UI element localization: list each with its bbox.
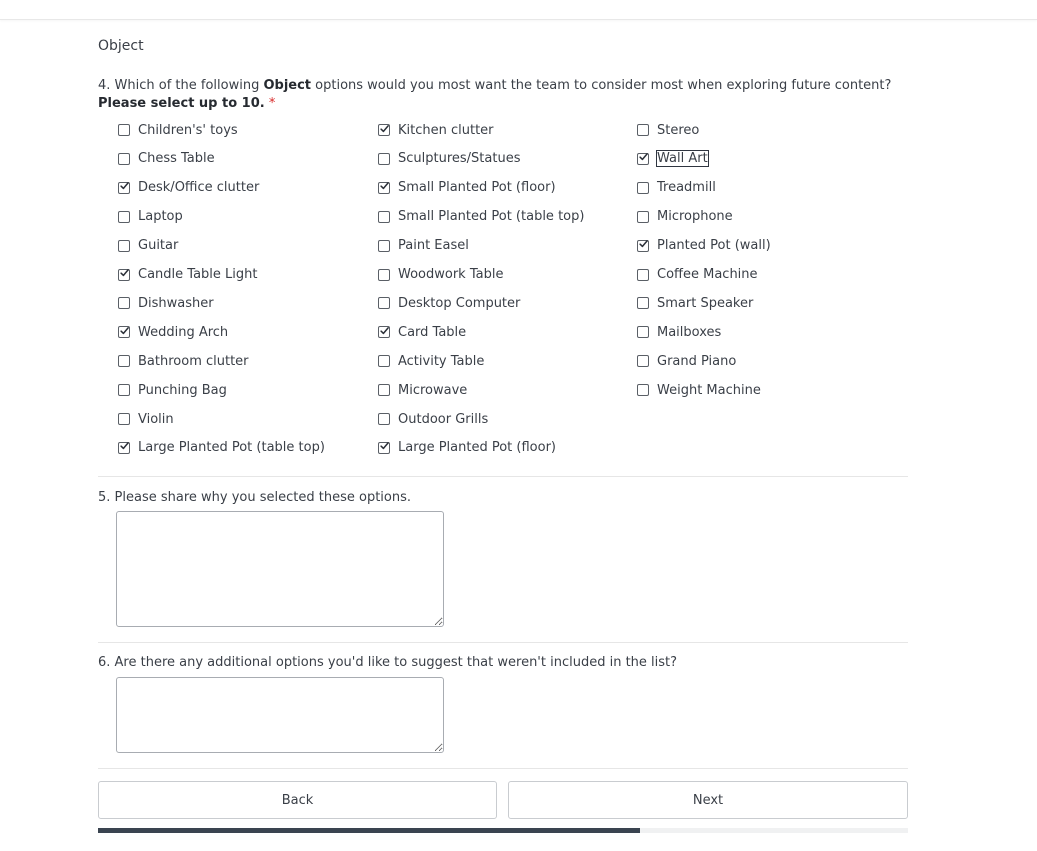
question-4: [98, 77, 918, 113]
checkbox[interactable]: [118, 153, 130, 165]
option-dishwasher[interactable]: [118, 294, 214, 312]
option-label[interactable]: Bathroom clutter: [138, 353, 249, 369]
checkbox[interactable]: [378, 355, 390, 367]
checkmark-icon: [380, 440, 389, 452]
option-children-s-toys[interactable]: [118, 121, 238, 139]
checkmark-icon: [380, 123, 389, 135]
option-laptop[interactable]: [118, 208, 183, 226]
checkbox[interactable]: [637, 269, 649, 281]
checkbox[interactable]: [637, 211, 649, 223]
question-4-instruction: Please select up to 10.: [98, 96, 265, 111]
checkbox[interactable]: [118, 240, 130, 252]
checkmark-icon: [120, 440, 129, 452]
why-selected-textarea[interactable]: [116, 511, 444, 627]
option-label[interactable]: Chess Table: [138, 151, 215, 167]
option-label[interactable]: Sculptures/Statues: [398, 151, 521, 167]
checkmark-icon: [380, 180, 389, 192]
option-coffee-machine[interactable]: [637, 266, 758, 284]
checkbox[interactable]: [637, 182, 649, 194]
option-woodwork-table[interactable]: [378, 266, 503, 284]
option-label[interactable]: Treadmill: [657, 180, 716, 196]
checkbox[interactable]: [118, 355, 130, 367]
option-paint-easel[interactable]: [378, 237, 469, 255]
checkbox[interactable]: [637, 355, 649, 367]
option-card-table[interactable]: [378, 323, 466, 341]
checkbox[interactable]: [637, 153, 649, 165]
checkbox[interactable]: [378, 442, 390, 454]
option-label[interactable]: Card Table: [398, 324, 467, 340]
option-label[interactable]: Small Planted Pot (table top): [398, 209, 585, 225]
question-6: 6. Are there any additional options you'd like to suggest that weren't included in the list?: [98, 655, 678, 670]
option-stereo[interactable]: [637, 121, 699, 139]
checkbox[interactable]: [378, 153, 390, 165]
option-label[interactable]: Desktop Computer: [398, 295, 521, 311]
option-desk-office-clutter[interactable]: [118, 179, 259, 197]
option-label[interactable]: Microphone: [657, 209, 733, 225]
option-label[interactable]: Kitchen clutter: [398, 122, 494, 138]
option-label[interactable]: Stereo: [657, 122, 700, 138]
checkmark-icon: [639, 238, 648, 250]
option-sculptures-statues[interactable]: [378, 150, 520, 168]
required-mark: *: [268, 96, 276, 111]
option-microwave[interactable]: [378, 381, 467, 399]
option-smart-speaker[interactable]: [637, 294, 753, 312]
progress-bar-fill: [98, 828, 640, 833]
option-small-planted-pot-table-top[interactable]: [378, 208, 584, 226]
checkbox[interactable]: [378, 384, 390, 396]
question-4-suffix: options would you most want the team to consider most when exploring future content?: [311, 78, 892, 93]
option-label[interactable]: Mailboxes: [657, 324, 722, 340]
checkbox[interactable]: [118, 211, 130, 223]
checkbox[interactable]: [378, 124, 390, 136]
divider: [98, 642, 908, 643]
checkbox[interactable]: [637, 297, 649, 309]
option-label[interactable]: Laptop: [138, 209, 183, 225]
option-treadmill[interactable]: [637, 179, 716, 197]
option-weight-machine[interactable]: [637, 381, 761, 399]
checkbox[interactable]: [118, 442, 130, 454]
option-kitchen-clutter[interactable]: [378, 121, 494, 139]
checkbox[interactable]: [118, 384, 130, 396]
option-label[interactable]: Weight Machine: [657, 382, 761, 398]
option-label[interactable]: Planted Pot (wall): [657, 238, 771, 254]
checkbox[interactable]: [637, 240, 649, 252]
checkbox[interactable]: [118, 269, 130, 281]
options-grid: [118, 121, 778, 469]
option-label[interactable]: Paint Easel: [398, 238, 469, 254]
option-label[interactable]: Wedding Arch: [138, 324, 229, 340]
option-label[interactable]: Grand Piano: [657, 353, 737, 369]
option-outdoor-grills[interactable]: [378, 410, 488, 428]
option-microphone[interactable]: [637, 208, 733, 226]
checkbox[interactable]: [378, 182, 390, 194]
option-small-planted-pot-floor[interactable]: [378, 179, 556, 197]
option-guitar[interactable]: [118, 237, 178, 255]
checkbox[interactable]: [378, 240, 390, 252]
option-grand-piano[interactable]: [637, 352, 736, 370]
option-label[interactable]: Smart Speaker: [657, 295, 754, 311]
option-candle-table-light[interactable]: [118, 266, 257, 284]
option-label[interactable]: Outdoor Grills: [398, 411, 489, 427]
option-label[interactable]: Candle Table Light: [138, 267, 258, 282]
option-violin[interactable]: [118, 410, 174, 428]
option-label[interactable]: Small Planted Pot (floor): [398, 180, 556, 196]
section-title: Object: [98, 38, 144, 54]
option-wedding-arch[interactable]: [118, 323, 228, 341]
next-button[interactable]: Next: [508, 781, 908, 819]
question-4-bold: Object: [263, 78, 312, 93]
option-bathroom-clutter[interactable]: [118, 352, 249, 370]
option-desktop-computer[interactable]: [378, 294, 520, 312]
checkbox[interactable]: [378, 269, 390, 281]
divider: [98, 476, 908, 477]
option-label[interactable]: Children's' toys: [138, 122, 238, 138]
question-5: 5. Please share why you selected these options.: [98, 490, 411, 505]
option-large-planted-pot-floor[interactable]: [378, 439, 556, 457]
checkbox[interactable]: [118, 413, 130, 425]
checkbox[interactable]: [378, 297, 390, 309]
checkbox[interactable]: [118, 326, 130, 338]
divider: [98, 768, 908, 769]
checkmark-icon: [380, 325, 389, 337]
checkbox[interactable]: [378, 326, 390, 338]
checkmark-icon: [120, 267, 129, 279]
checkbox[interactable]: [637, 124, 649, 136]
additional-options-textarea[interactable]: [116, 677, 444, 753]
option-label[interactable]: Violin: [138, 411, 174, 427]
checkbox[interactable]: [118, 297, 130, 309]
option-label[interactable]: Microwave: [398, 382, 468, 398]
question-4-prefix: 4. Which of the following: [98, 78, 264, 93]
option-label[interactable]: Activity Table: [398, 353, 485, 369]
checkbox[interactable]: [637, 326, 649, 338]
checkmark-icon: [120, 325, 129, 337]
option-label[interactable]: Large Planted Pot (floor): [398, 440, 556, 456]
option-punching-bag[interactable]: [118, 381, 227, 399]
option-label[interactable]: Punching Bag: [138, 382, 227, 398]
option-label[interactable]: Desk/Office clutter: [138, 180, 260, 196]
checkbox[interactable]: [118, 182, 130, 194]
option-mailboxes[interactable]: [637, 323, 721, 341]
back-button[interactable]: Back: [98, 781, 497, 819]
option-activity-table[interactable]: [378, 352, 484, 370]
top-bar: [0, 0, 1037, 20]
progress-bar: [98, 828, 908, 833]
option-large-planted-pot-table-top[interactable]: [118, 439, 325, 457]
checkbox[interactable]: [378, 413, 390, 425]
checkbox[interactable]: [378, 211, 390, 223]
option-chess-table[interactable]: [118, 150, 215, 168]
option-wall-art[interactable]: [637, 150, 708, 168]
option-label[interactable]: Coffee Machine: [657, 267, 758, 282]
option-label[interactable]: Wall Art: [657, 151, 708, 167]
checkbox[interactable]: [118, 124, 130, 136]
checkmark-icon: [120, 180, 129, 192]
option-label[interactable]: Guitar: [138, 238, 179, 254]
option-planted-pot-wall[interactable]: [637, 237, 771, 255]
checkbox[interactable]: [637, 384, 649, 396]
option-label[interactable]: Large Planted Pot (table top): [138, 440, 325, 456]
option-label[interactable]: Dishwasher: [138, 295, 214, 311]
option-label[interactable]: Woodwork Table: [398, 267, 504, 282]
checkmark-icon: [639, 151, 648, 163]
